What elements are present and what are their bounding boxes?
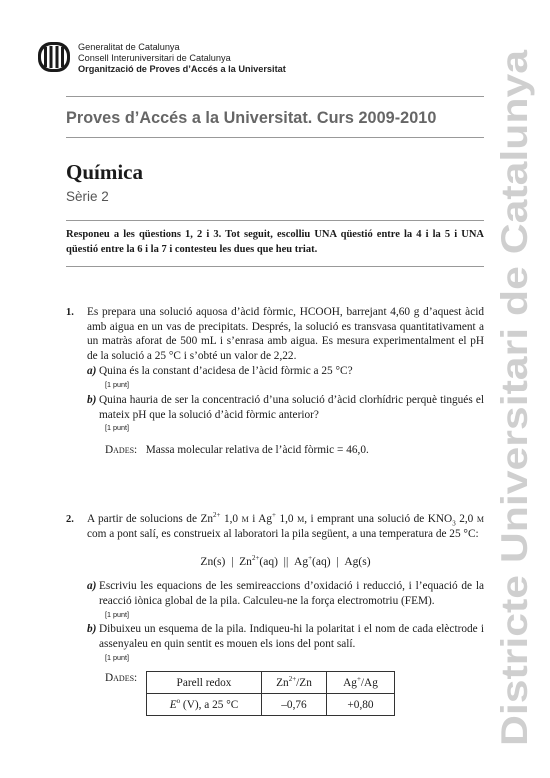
question-2b-points: [1 punt] [105, 653, 129, 662]
header-organitzacio: Organització de Proves d’Accés a la Universitat [78, 64, 286, 74]
header-consell: Consell Interuniversitari de Catalunya [78, 53, 231, 63]
table-row [147, 672, 395, 694]
question-2a-points: [1 punt] [105, 610, 129, 619]
question-2b-text: Dibuixeu un esquema de la pila. Indiqueu-hi la polaritat i el nom de cada elèctrode i assenyaleu en quin sentit es mouen els ions del pont salí. [99, 623, 484, 650]
question-2-statement: A partir de solucions de $Zn^{2+}$ 1,0 m i Ag+ 1,0 m, i emprant una solució de $KNO_3$ 2,0 m com a pont salí, es construeix al laboratori la pila següent, a una temperatura de 25 °C: [87, 511, 484, 540]
question-1-data [105, 443, 369, 458]
page-title: Proves d’Accés a la Universitat. Curs 2009-2010 [66, 109, 437, 127]
generalitat-logo-icon [38, 42, 70, 72]
question-1a-text: Quina és la constant d’acidesa de l’àcid fòrmic a 25 °C? [99, 365, 353, 377]
question-1b-text: Quina hauria de ser la concentració d’una solució d’àcid clorhídric perquè tingués el mateix pH que la solució d’àcid fòrmic anterior? [99, 394, 484, 421]
question-1b-points: [1 punt] [105, 423, 129, 432]
question-1b-label: b) [87, 394, 97, 406]
question-2a-label: a) [87, 580, 97, 592]
divider [66, 220, 484, 221]
cell-notation: Zn(s) | $Zn^{2+}(aq)$ || Ag+(aq) | Ag(s) [200, 554, 371, 568]
watermark [489, 40, 537, 752]
subject-title: Química [66, 160, 143, 184]
table-header-cell: Ag+/Ag [327, 672, 395, 694]
redox-table [146, 671, 395, 716]
question-2a-text: Escriviu les equacions de les semireaccions d’oxidació i reducció, i l’equació de la reacció iònica global de la pila. Calculeu-ne la força electromotriu (FEM). [99, 580, 484, 607]
divider [66, 137, 484, 138]
instructions: Responeu a les qüestions 1, 2 i 3. Tot seguit, escolliu UNA qüestió entre la 4 i la 5 i UNA qüestió entre la 6 i la 7 i contesteu les dues que heu triat. [66, 229, 484, 255]
divider [66, 96, 484, 97]
table-cell: –0,76 [262, 694, 327, 716]
header-generalitat: Generalitat de Catalunya [78, 42, 180, 52]
table-row [147, 694, 395, 716]
question-1-statement: Es prepara una solució aquosa d’àcid fòrmic, HCOOH, barrejant 4,60 g d’aquest àcid amb aigua en un vas de precipitats. Després, la solució es transvasa quantitativament a un matràs aforat de 500 mL i s’enrasa amb aigua. Es mesura experimentalment el pH de la solució a 25 °C i s’obté un valor de 2,22. [87, 306, 484, 362]
series-label: Sèrie 2 [66, 189, 109, 204]
divider [66, 266, 484, 267]
table-cell: +0,80 [327, 694, 395, 716]
table-header-cell: Parell redox [147, 672, 262, 694]
question-1a-points: [1 punt] [105, 380, 129, 389]
data-label: Dades: [105, 444, 138, 456]
table-header-cell: $Zn^{2+}/Zn$ [262, 672, 327, 694]
data-text: Massa molecular relativa de l’àcid fòrmic = 46,0. [145, 444, 369, 456]
watermark-text: Districte Universitari de Catalunya [494, 143, 535, 746]
question-2b-label: b) [87, 623, 97, 635]
question-1a-label: a) [87, 365, 97, 377]
table-cell: $E^o$ (V), a 25 °C [147, 694, 262, 716]
question-2-number: 2. [66, 514, 74, 525]
data-label: Dades: [105, 672, 138, 684]
question-1-number: 1. [66, 307, 74, 318]
